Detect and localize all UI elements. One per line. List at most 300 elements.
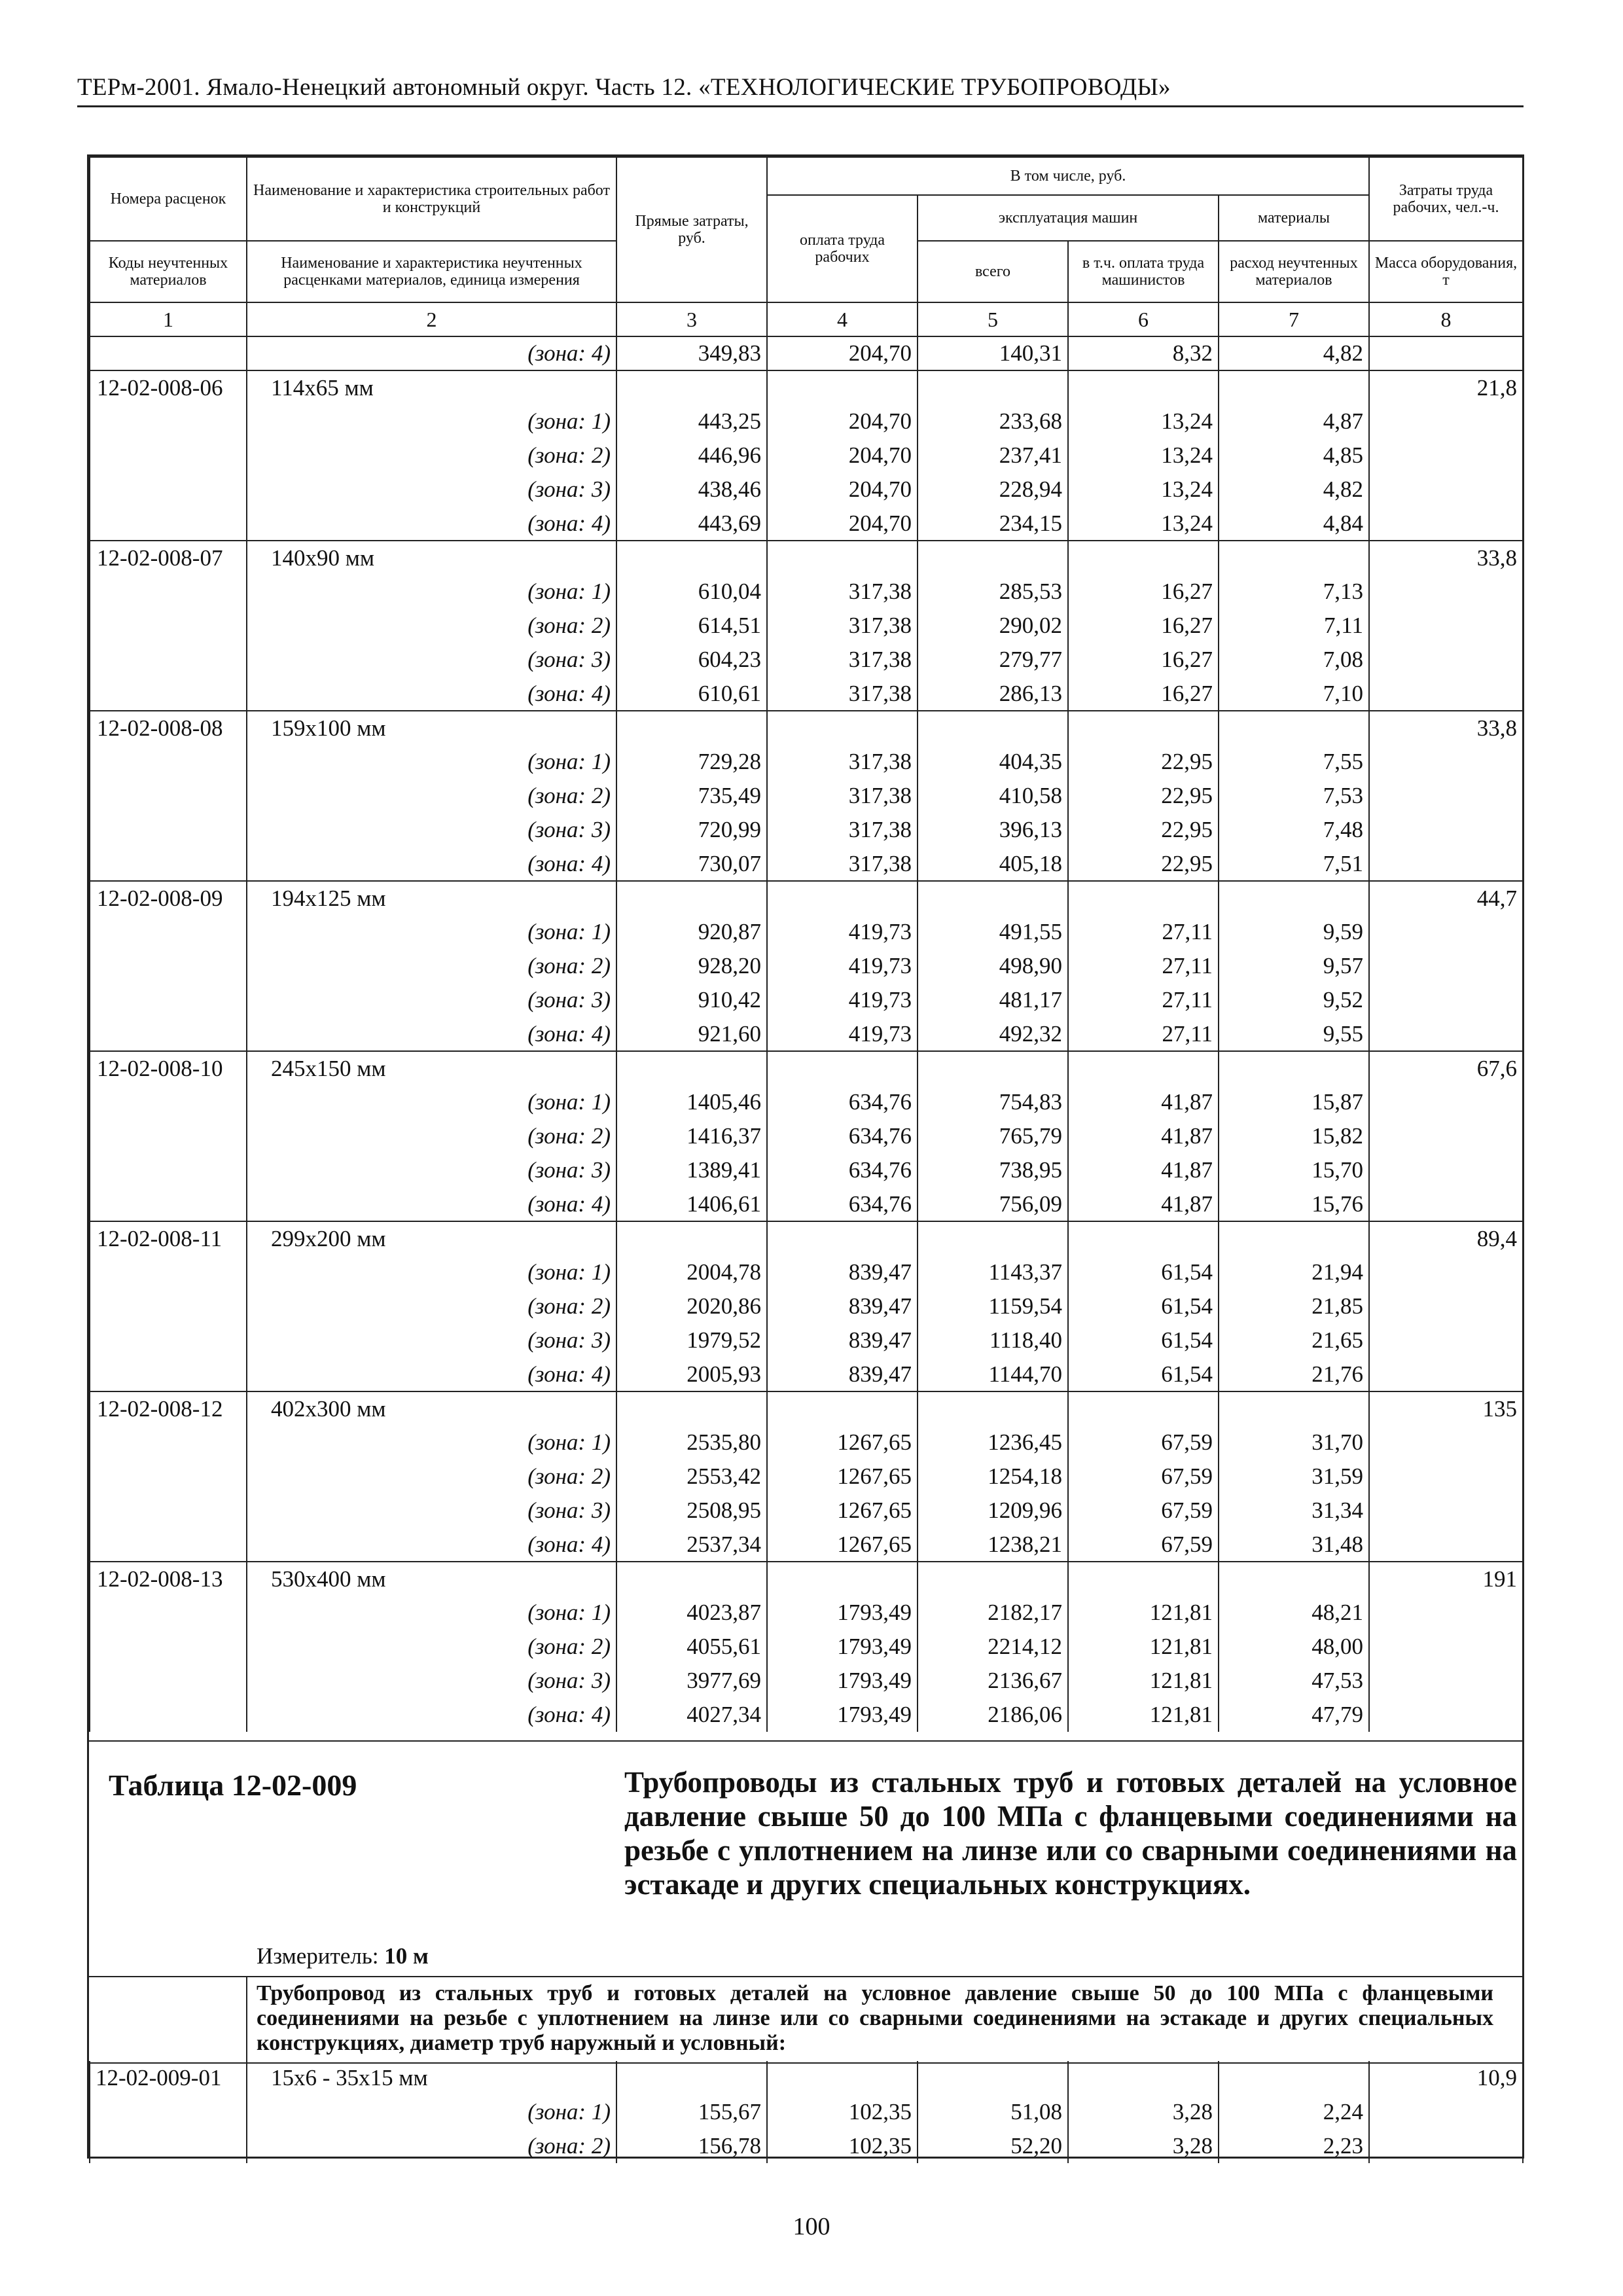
zone-label: (зона: 1) xyxy=(247,404,616,439)
rate-code xyxy=(90,643,247,677)
direct-cost: 443,25 xyxy=(616,404,767,439)
labor-cost xyxy=(1369,336,1523,370)
workers-pay: 839,47 xyxy=(767,1323,918,1357)
labor-cost: 191 xyxy=(1369,1562,1523,1596)
machines-total: 279,77 xyxy=(918,643,1068,677)
item-name: 114х65 мм xyxy=(247,370,616,404)
rate-code xyxy=(90,336,247,370)
direct-cost: 2005,93 xyxy=(616,1357,767,1391)
table-row xyxy=(90,609,1523,643)
materials-cost: 48,00 xyxy=(1219,1630,1369,1664)
operators-pay: 3,28 xyxy=(1068,2129,1219,2163)
zone-label: (зона: 2) xyxy=(247,1630,616,1664)
unit-label: Измеритель: xyxy=(257,1943,379,1969)
zone-label: (зона: 1) xyxy=(247,745,616,779)
table-row xyxy=(90,473,1523,507)
direct-cost: 156,78 xyxy=(616,2129,767,2163)
labor-cost: 135 xyxy=(1369,1391,1523,1426)
direct-cost: 1979,52 xyxy=(616,1323,767,1357)
operators-pay: 41,87 xyxy=(1068,1119,1219,1153)
rate-code xyxy=(90,1017,247,1051)
operators-pay: 13,24 xyxy=(1068,507,1219,541)
zone-label: (зона: 2) xyxy=(247,439,616,473)
table-row xyxy=(90,949,1523,983)
empty-cell xyxy=(918,541,1068,575)
workers-pay: 1793,49 xyxy=(767,1596,918,1630)
workers-pay: 317,38 xyxy=(767,677,918,711)
zone-label: (зона: 1) xyxy=(247,1426,616,1460)
item-name: 245х150 мм xyxy=(247,1051,616,1085)
operators-pay: 121,81 xyxy=(1068,1630,1219,1664)
rate-code xyxy=(90,1357,247,1391)
rate-code: 12-02-008-09 xyxy=(90,881,247,915)
materials-cost: 15,87 xyxy=(1219,1085,1369,1119)
machines-total: 738,95 xyxy=(918,1153,1068,1187)
machines-total: 52,20 xyxy=(918,2129,1068,2163)
rate-code xyxy=(90,915,247,949)
rate-code: 12-02-009-01 xyxy=(90,2061,247,2095)
workers-pay: 1793,49 xyxy=(767,1664,918,1698)
labor-cost xyxy=(1369,507,1523,541)
operators-pay: 67,59 xyxy=(1068,1494,1219,1528)
labor-cost xyxy=(1369,779,1523,813)
zone-label: (зона: 2) xyxy=(247,2129,616,2163)
labor-cost xyxy=(1369,1323,1523,1357)
workers-pay: 204,70 xyxy=(767,507,918,541)
hdr-total: всего xyxy=(918,241,1068,302)
table-row xyxy=(90,881,1523,915)
labor-cost xyxy=(1369,847,1523,881)
workers-pay: 204,70 xyxy=(767,439,918,473)
table-row xyxy=(90,1289,1523,1323)
empty-cell xyxy=(918,711,1068,745)
workers-pay: 634,76 xyxy=(767,1153,918,1187)
section-heading xyxy=(89,1976,1522,2064)
materials-cost: 4,84 xyxy=(1219,507,1369,541)
machines-total: 140,31 xyxy=(918,336,1068,370)
zone-label: (зона: 4) xyxy=(247,336,616,370)
materials-cost: 47,79 xyxy=(1219,1698,1369,1732)
table-row xyxy=(90,915,1523,949)
machines-total: 2214,12 xyxy=(918,1630,1068,1664)
rate-code xyxy=(90,983,247,1017)
empty-cell xyxy=(1068,881,1219,915)
empty-cell xyxy=(1068,1221,1219,1255)
labor-cost xyxy=(1369,1187,1523,1221)
labor-cost xyxy=(1369,439,1523,473)
labor-cost xyxy=(1369,745,1523,779)
zone-label: (зона: 1) xyxy=(247,1085,616,1119)
machines-total: 404,35 xyxy=(918,745,1068,779)
operators-pay: 22,95 xyxy=(1068,745,1219,779)
table-row xyxy=(90,983,1523,1017)
col-number: 3 xyxy=(616,302,767,336)
hdr-name: Наименование и характеристика строительных работ и конструкций xyxy=(247,157,616,241)
operators-pay: 27,11 xyxy=(1068,1017,1219,1051)
machines-total: 233,68 xyxy=(918,404,1068,439)
empty-cell xyxy=(918,881,1068,915)
rate-code xyxy=(90,1119,247,1153)
machines-total: 51,08 xyxy=(918,2095,1068,2129)
materials-cost: 7,55 xyxy=(1219,745,1369,779)
workers-pay: 102,35 xyxy=(767,2129,918,2163)
workers-pay: 317,38 xyxy=(767,847,918,881)
unit-value: 10 м xyxy=(384,1943,429,1969)
table-row xyxy=(90,439,1523,473)
workers-pay: 317,38 xyxy=(767,575,918,609)
rate-code xyxy=(90,779,247,813)
machines-total: 228,94 xyxy=(918,473,1068,507)
labor-cost xyxy=(1369,983,1523,1017)
zone-label: (зона: 1) xyxy=(247,2095,616,2129)
machines-total: 754,83 xyxy=(918,1085,1068,1119)
materials-cost: 7,11 xyxy=(1219,609,1369,643)
workers-pay: 317,38 xyxy=(767,745,918,779)
machines-total: 481,17 xyxy=(918,983,1068,1017)
direct-cost: 446,96 xyxy=(616,439,767,473)
labor-cost xyxy=(1369,1494,1523,1528)
zone-label: (зона: 3) xyxy=(247,813,616,847)
rate-code xyxy=(90,473,247,507)
rate-code xyxy=(90,1187,247,1221)
rate-code xyxy=(90,439,247,473)
materials-cost: 31,34 xyxy=(1219,1494,1369,1528)
workers-pay: 419,73 xyxy=(767,915,918,949)
empty-cell xyxy=(918,1391,1068,1426)
zone-label: (зона: 3) xyxy=(247,1664,616,1698)
direct-cost: 614,51 xyxy=(616,609,767,643)
zone-label: (зона: 4) xyxy=(247,1017,616,1051)
materials-cost: 15,70 xyxy=(1219,1153,1369,1187)
labor-cost xyxy=(1369,1085,1523,1119)
hdr-equipment-mass: Масса оборудования, т xyxy=(1369,241,1523,302)
zone-label: (зона: 2) xyxy=(247,1289,616,1323)
table-description: Трубопроводы из стальных труб и готовых деталей на условное давление свыше 50 до 100 МПа с фланцевыми соединениями на резьбе с уплотнением на линзе или со сварными соединениями на эстакаде и других специальных конструкциях. xyxy=(624,1766,1517,1901)
direct-cost: 735,49 xyxy=(616,779,767,813)
materials-cost: 9,57 xyxy=(1219,949,1369,983)
direct-cost: 1406,61 xyxy=(616,1187,767,1221)
empty-cell xyxy=(767,370,918,404)
labor-cost: 67,6 xyxy=(1369,1051,1523,1085)
workers-pay: 839,47 xyxy=(767,1255,918,1289)
col-number: 2 xyxy=(247,302,616,336)
rate-code xyxy=(90,1255,247,1289)
labor-cost xyxy=(1369,1630,1523,1664)
table-row xyxy=(90,2095,1523,2129)
table-row xyxy=(90,1187,1523,1221)
rate-code xyxy=(90,1460,247,1494)
empty-cell xyxy=(1219,541,1369,575)
empty-cell xyxy=(1219,1051,1369,1085)
workers-pay: 1793,49 xyxy=(767,1630,918,1664)
empty-cell xyxy=(616,2061,767,2095)
labor-cost: 21,8 xyxy=(1369,370,1523,404)
machines-total: 405,18 xyxy=(918,847,1068,881)
operators-pay: 27,11 xyxy=(1068,949,1219,983)
direct-cost: 729,28 xyxy=(616,745,767,779)
rate-code xyxy=(90,1426,247,1460)
table-row xyxy=(90,1255,1523,1289)
labor-cost xyxy=(1369,1528,1523,1562)
materials-cost: 48,21 xyxy=(1219,1596,1369,1630)
empty-cell xyxy=(1068,541,1219,575)
table-row xyxy=(90,1051,1523,1085)
zone-label: (зона: 3) xyxy=(247,473,616,507)
materials-cost: 4,85 xyxy=(1219,439,1369,473)
table-row xyxy=(90,1153,1523,1187)
running-header: ТЕРм-2001. Ямало-Ненецкий автономный округ. Часть 12. «ТЕХНОЛОГИЧЕСКИЕ ТРУБОПРОВОДЫ» xyxy=(77,73,1524,107)
rate-code: 12-02-008-07 xyxy=(90,541,247,575)
direct-cost: 4055,61 xyxy=(616,1630,767,1664)
unit-of-measure xyxy=(257,1943,429,1969)
operators-pay: 13,24 xyxy=(1068,439,1219,473)
machines-total: 2186,06 xyxy=(918,1698,1068,1732)
empty-cell xyxy=(1219,1391,1369,1426)
machines-total: 1159,54 xyxy=(918,1289,1068,1323)
empty-cell xyxy=(1219,370,1369,404)
table-row xyxy=(90,2129,1523,2163)
hdr-including: В том числе, руб. xyxy=(767,157,1369,195)
machines-total: 1144,70 xyxy=(918,1357,1068,1391)
machines-total: 290,02 xyxy=(918,609,1068,643)
table-row xyxy=(90,575,1523,609)
labor-cost xyxy=(1369,2095,1523,2129)
table-row xyxy=(90,2061,1523,2095)
labor-cost xyxy=(1369,1664,1523,1698)
table-row xyxy=(90,336,1523,370)
empty-cell xyxy=(767,1051,918,1085)
rates-sheet xyxy=(87,154,1524,2159)
zone-label: (зона: 1) xyxy=(247,1255,616,1289)
labor-cost xyxy=(1369,2129,1523,2163)
machines-total: 285,53 xyxy=(918,575,1068,609)
rate-code xyxy=(90,1664,247,1698)
hdr-unaccounted-materials: расход неучтенных материалов xyxy=(1219,241,1369,302)
machines-total: 498,90 xyxy=(918,949,1068,983)
machines-total: 286,13 xyxy=(918,677,1068,711)
rate-code xyxy=(90,949,247,983)
labor-cost xyxy=(1369,1119,1523,1153)
direct-cost: 604,23 xyxy=(616,643,767,677)
labor-cost xyxy=(1369,473,1523,507)
machines-total: 396,13 xyxy=(918,813,1068,847)
empty-cell xyxy=(1068,1391,1219,1426)
labor-cost xyxy=(1369,575,1523,609)
workers-pay: 1267,65 xyxy=(767,1494,918,1528)
table-row xyxy=(90,404,1523,439)
rate-code xyxy=(90,404,247,439)
materials-cost: 21,76 xyxy=(1219,1357,1369,1391)
item-name: 299х200 мм xyxy=(247,1221,616,1255)
item-name: 140х90 мм xyxy=(247,541,616,575)
zone-label: (зона: 2) xyxy=(247,949,616,983)
zone-label: (зона: 3) xyxy=(247,983,616,1017)
rate-code: 12-02-008-06 xyxy=(90,370,247,404)
empty-cell xyxy=(616,1391,767,1426)
item-name: 402х300 мм xyxy=(247,1391,616,1426)
labor-cost xyxy=(1369,677,1523,711)
operators-pay: 8,32 xyxy=(1068,336,1219,370)
empty-cell xyxy=(918,1562,1068,1596)
labor-cost xyxy=(1369,915,1523,949)
labor-cost xyxy=(1369,1460,1523,1494)
operators-pay: 67,59 xyxy=(1068,1528,1219,1562)
section-text: Трубопровод из стальных труб и готовых деталей на условное давление свыше 50 до 100 МПа с фланцевыми соединениями на резьбе с уплотнением на линзе или со сварными соединениями на эстакаде и других специальных конструкциях, диаметр труб наружный и условный: xyxy=(257,1981,1493,2055)
rate-code xyxy=(90,2129,247,2163)
empty-cell xyxy=(1219,711,1369,745)
labor-cost xyxy=(1369,1153,1523,1187)
zone-label: (зона: 3) xyxy=(247,1323,616,1357)
item-name: 15х6 - 35х15 мм xyxy=(247,2061,616,2095)
zone-label: (зона: 2) xyxy=(247,1119,616,1153)
hdr-labor: Затраты труда рабочих, чел.-ч. xyxy=(1369,157,1523,241)
direct-cost: 2020,86 xyxy=(616,1289,767,1323)
operators-pay: 27,11 xyxy=(1068,915,1219,949)
operators-pay: 13,24 xyxy=(1068,404,1219,439)
operators-pay: 41,87 xyxy=(1068,1085,1219,1119)
rate-code xyxy=(90,1528,247,1562)
machines-total: 410,58 xyxy=(918,779,1068,813)
table-row xyxy=(90,847,1523,881)
empty-cell xyxy=(1219,2061,1369,2095)
direct-cost: 2535,80 xyxy=(616,1426,767,1460)
direct-cost: 920,87 xyxy=(616,915,767,949)
direct-cost: 730,07 xyxy=(616,847,767,881)
table-row xyxy=(90,541,1523,575)
table-12-02-009-heading xyxy=(89,1740,1522,1977)
workers-pay: 419,73 xyxy=(767,983,918,1017)
page-number: 100 xyxy=(793,2213,830,2240)
direct-cost: 349,83 xyxy=(616,336,767,370)
empty-cell xyxy=(1068,711,1219,745)
zone-label: (зона: 1) xyxy=(247,1596,616,1630)
labor-cost: 33,8 xyxy=(1369,711,1523,745)
rate-code: 12-02-008-11 xyxy=(90,1221,247,1255)
materials-cost: 21,94 xyxy=(1219,1255,1369,1289)
materials-cost: 2,24 xyxy=(1219,2095,1369,2129)
materials-cost: 4,82 xyxy=(1219,336,1369,370)
zone-label: (зона: 4) xyxy=(247,677,616,711)
operators-pay: 121,81 xyxy=(1068,1664,1219,1698)
workers-pay: 419,73 xyxy=(767,949,918,983)
workers-pay: 204,70 xyxy=(767,404,918,439)
machines-total: 756,09 xyxy=(918,1187,1068,1221)
machines-total: 1118,40 xyxy=(918,1323,1068,1357)
labor-cost xyxy=(1369,813,1523,847)
hdr-incl-operators: в т.ч. оплата труда машинистов xyxy=(1068,241,1219,302)
direct-cost: 155,67 xyxy=(616,2095,767,2129)
direct-cost: 438,46 xyxy=(616,473,767,507)
materials-cost: 4,82 xyxy=(1219,473,1369,507)
rate-code xyxy=(90,609,247,643)
zone-label: (зона: 1) xyxy=(247,915,616,949)
rate-code xyxy=(90,1596,247,1630)
hdr-material-names: Наименование и характеристика неучтенных расценками материалов, единица измерения xyxy=(247,241,616,302)
workers-pay: 1793,49 xyxy=(767,1698,918,1732)
materials-cost: 7,48 xyxy=(1219,813,1369,847)
labor-cost: 33,8 xyxy=(1369,541,1523,575)
direct-cost: 921,60 xyxy=(616,1017,767,1051)
labor-cost xyxy=(1369,404,1523,439)
col-number: 5 xyxy=(918,302,1068,336)
labor-cost xyxy=(1369,1426,1523,1460)
direct-cost: 2553,42 xyxy=(616,1460,767,1494)
empty-cell xyxy=(1068,370,1219,404)
col-number: 8 xyxy=(1369,302,1523,336)
zone-label: (зона: 4) xyxy=(247,1698,616,1732)
workers-pay: 839,47 xyxy=(767,1289,918,1323)
machines-total: 765,79 xyxy=(918,1119,1068,1153)
table-row xyxy=(90,1630,1523,1664)
workers-pay: 204,70 xyxy=(767,336,918,370)
workers-pay: 839,47 xyxy=(767,1357,918,1391)
empty-cell xyxy=(616,541,767,575)
materials-cost: 9,59 xyxy=(1219,915,1369,949)
table-row xyxy=(90,1391,1523,1426)
rate-code xyxy=(90,507,247,541)
direct-cost: 610,61 xyxy=(616,677,767,711)
machines-total: 491,55 xyxy=(918,915,1068,949)
zone-label: (зона: 1) xyxy=(247,575,616,609)
materials-cost: 7,10 xyxy=(1219,677,1369,711)
table-row xyxy=(90,1085,1523,1119)
workers-pay: 317,38 xyxy=(767,643,918,677)
zone-label: (зона: 3) xyxy=(247,1494,616,1528)
hdr-rate-numbers: Номера расценок xyxy=(90,157,247,241)
empty-cell xyxy=(616,370,767,404)
column-divider xyxy=(246,1977,247,2062)
operators-pay: 13,24 xyxy=(1068,473,1219,507)
labor-cost: 10,9 xyxy=(1369,2061,1523,2095)
direct-cost: 3977,69 xyxy=(616,1664,767,1698)
rate-code xyxy=(90,847,247,881)
workers-pay: 317,38 xyxy=(767,609,918,643)
workers-pay: 317,38 xyxy=(767,779,918,813)
empty-cell xyxy=(1219,881,1369,915)
table-row xyxy=(90,1017,1523,1051)
table-row xyxy=(90,813,1523,847)
table-row xyxy=(90,1357,1523,1391)
labor-cost xyxy=(1369,609,1523,643)
machines-total: 234,15 xyxy=(918,507,1068,541)
hdr-material-codes: Коды неучтенных материалов xyxy=(90,241,247,302)
direct-cost: 443,69 xyxy=(616,507,767,541)
rate-code: 12-02-008-12 xyxy=(90,1391,247,1426)
zone-label: (зона: 4) xyxy=(247,1187,616,1221)
rate-code: 12-02-008-13 xyxy=(90,1562,247,1596)
zone-label: (зона: 2) xyxy=(247,779,616,813)
materials-cost: 9,52 xyxy=(1219,983,1369,1017)
labor-cost: 44,7 xyxy=(1369,881,1523,915)
table-row xyxy=(90,643,1523,677)
empty-cell xyxy=(767,881,918,915)
zone-label: (зона: 2) xyxy=(247,1460,616,1494)
zone-label: (зона: 3) xyxy=(247,643,616,677)
empty-cell xyxy=(616,1051,767,1085)
col-number: 4 xyxy=(767,302,918,336)
rate-code xyxy=(90,1289,247,1323)
materials-cost: 31,48 xyxy=(1219,1528,1369,1562)
col-number: 6 xyxy=(1068,302,1219,336)
workers-pay: 317,38 xyxy=(767,813,918,847)
rate-code: 12-02-008-08 xyxy=(90,711,247,745)
machines-total: 2182,17 xyxy=(918,1596,1068,1630)
workers-pay: 634,76 xyxy=(767,1187,918,1221)
workers-pay: 1267,65 xyxy=(767,1528,918,1562)
empty-cell xyxy=(767,2061,918,2095)
item-name: 530х400 мм xyxy=(247,1562,616,1596)
machines-total: 1209,96 xyxy=(918,1494,1068,1528)
